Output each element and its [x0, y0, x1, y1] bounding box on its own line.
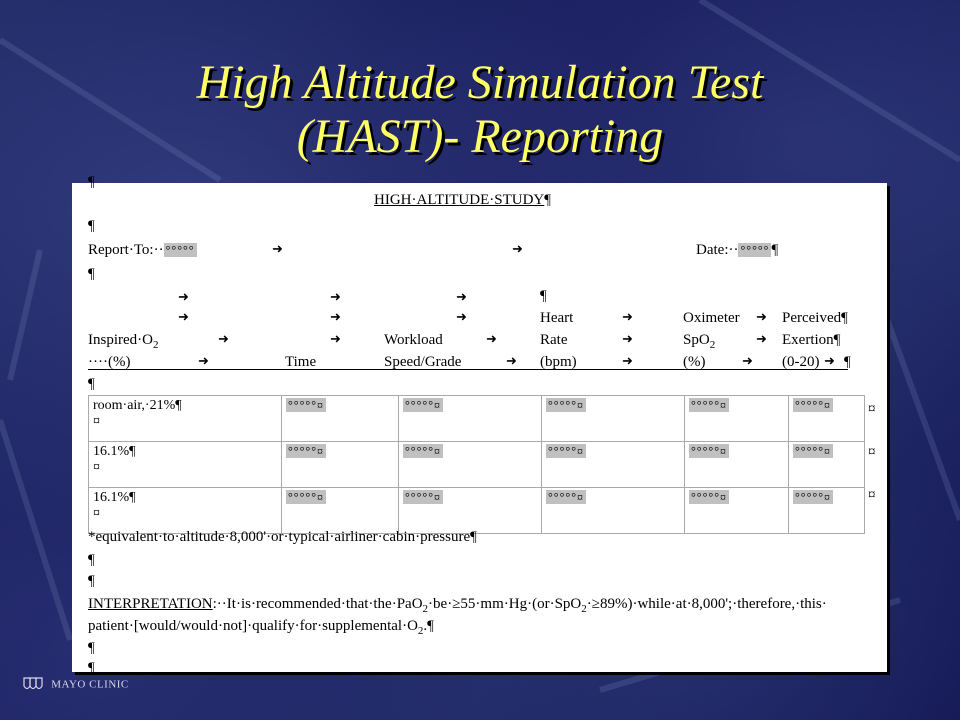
- data-cell[interactable]: [399, 396, 542, 442]
- col-oximeter-line1: Oximeter: [683, 310, 740, 326]
- col-oximeter-line3: (%): [683, 354, 706, 370]
- form-field[interactable]: °°°°°¤: [795, 398, 831, 412]
- form-field[interactable]: °°°°°¤: [691, 444, 727, 458]
- row-label: 16.1%¶: [93, 444, 136, 459]
- date-row: [696, 241, 778, 259]
- paragraph-mark: ¶: [771, 242, 779, 258]
- tab-arrow-icon: ➜: [178, 309, 189, 324]
- form-field[interactable]: °°°°°¤: [691, 398, 727, 412]
- data-cell[interactable]: [542, 488, 685, 534]
- report-document: [72, 174, 887, 676]
- footnote: *equivalent·to·altitude·8,000'·or·typical·airliner·cabin·pressure¶: [88, 529, 477, 545]
- report-to-field[interactable]: °°°°°: [165, 243, 195, 257]
- interpretation-text: ·be·≥55·mm·Hg·(or·SpO: [428, 596, 582, 612]
- report-to-label: Report·To:··: [88, 242, 164, 258]
- tab-arrow-icon: ➜: [512, 241, 523, 256]
- form-field[interactable]: °°°°°¤: [288, 444, 324, 458]
- slide-title-line1: High Altitude Simulation Test: [196, 56, 764, 109]
- tab-arrow-icon: ➜: [622, 331, 633, 346]
- form-field[interactable]: °°°°°¤: [288, 398, 324, 412]
- interpretation-text: .¶: [423, 618, 434, 634]
- col-heart-line2: Rate: [540, 332, 568, 348]
- paragraph-mark: ¶: [88, 573, 95, 589]
- data-cell[interactable]: [282, 488, 399, 534]
- tab-arrow-icon: ➜: [756, 331, 767, 346]
- form-field[interactable]: °°°°°¤: [405, 398, 441, 412]
- heading-text: HIGH·ALTITUDE·STUDY: [374, 192, 545, 208]
- table-row: [89, 488, 865, 534]
- interpretation-line1: [88, 595, 827, 618]
- data-cell[interactable]: [789, 442, 865, 488]
- report-to-row: [88, 241, 197, 259]
- form-field[interactable]: °°°°°¤: [548, 398, 584, 412]
- interpretation-line2: [88, 617, 434, 640]
- form-field[interactable]: °°°°°¤: [288, 490, 324, 504]
- subscript: 2: [417, 625, 424, 637]
- table-row: [89, 396, 865, 442]
- data-cell[interactable]: [282, 396, 399, 442]
- col-inspired-line1: [88, 331, 158, 354]
- form-field[interactable]: °°°°°¤: [795, 490, 831, 504]
- tab-arrow-icon: ➜: [756, 309, 767, 324]
- paragraph-mark: ¶: [88, 218, 95, 234]
- col-workload-line1: Workload: [384, 332, 443, 348]
- cell-mark: ¤: [93, 414, 100, 429]
- form-field[interactable]: °°°°°¤: [405, 490, 441, 504]
- interpretation-text: patient·[would/would·not]·qualify·for·supplemental·O: [88, 618, 418, 634]
- tab-arrow-icon: ➜: [742, 353, 753, 368]
- paragraph-mark: ¶: [88, 266, 95, 282]
- interpretation-label: INTERPRETATION: [88, 596, 213, 612]
- data-cell[interactable]: [789, 396, 865, 442]
- tab-arrow-icon: ➜: [456, 289, 467, 304]
- form-field[interactable]: °°°°°¤: [691, 490, 727, 504]
- col-perceived-line2: Exertion¶: [782, 332, 841, 348]
- col-inspired-text: Inspired·O: [88, 332, 153, 348]
- date-label: Date:··: [696, 242, 739, 258]
- data-cell[interactable]: [685, 488, 789, 534]
- data-cell[interactable]: [685, 442, 789, 488]
- tab-arrow-icon: ➜: [824, 353, 835, 368]
- subscript: 2: [709, 339, 716, 351]
- logo-text: MAYO CLINIC: [51, 678, 129, 691]
- row-end-mark: ¤: [868, 444, 876, 460]
- data-cell[interactable]: [399, 442, 542, 488]
- tab-arrow-icon: ➜: [330, 331, 341, 346]
- paragraph-mark: ¶: [88, 660, 95, 676]
- col-workload-line2: Speed/Grade: [384, 354, 462, 370]
- data-cell[interactable]: [399, 488, 542, 534]
- subscript: 2: [581, 603, 587, 615]
- mayo-clinic-logo: [22, 676, 129, 694]
- data-cell[interactable]: [542, 442, 685, 488]
- col-inspired-line2: ····(%): [88, 354, 131, 370]
- heading-mark: ¶: [544, 192, 552, 208]
- row-label-cell: [89, 488, 282, 534]
- paragraph-mark: ¶: [88, 640, 95, 656]
- shield-icon: [22, 676, 44, 694]
- table-row: [89, 442, 865, 488]
- col-oximeter-line2: [683, 331, 715, 354]
- tab-arrow-icon: ➜: [330, 309, 341, 324]
- row-label: room·air,·21%¶: [93, 398, 182, 413]
- cell-mark: ¤: [93, 506, 100, 521]
- data-cell[interactable]: [542, 396, 685, 442]
- paragraph-mark: ¶: [844, 354, 851, 370]
- data-cell[interactable]: [685, 396, 789, 442]
- row-end-mark: ¤: [868, 487, 876, 503]
- form-field[interactable]: °°°°°¤: [795, 444, 831, 458]
- paragraph-mark: ¶: [540, 288, 547, 304]
- tab-arrow-icon: ➜: [456, 309, 467, 324]
- tab-arrow-icon: ➜: [218, 331, 229, 346]
- interpretation-text: :··It·is·recommended·that·the·PaO: [212, 596, 423, 612]
- form-field[interactable]: °°°°°¤: [405, 444, 441, 458]
- row-label-cell: [89, 442, 282, 488]
- form-field[interactable]: °°°°°¤: [548, 444, 584, 458]
- tab-arrow-icon: ➜: [622, 353, 633, 368]
- paragraph-mark: ¶: [88, 552, 95, 568]
- date-field[interactable]: °°°°°: [740, 243, 770, 257]
- col-perceived-line3: (0-20): [782, 354, 820, 370]
- slide-title-line2: (HAST)- Reporting: [296, 110, 664, 163]
- tab-arrow-icon: ➜: [198, 353, 209, 368]
- tab-arrow-icon: ➜: [272, 241, 283, 256]
- tab-arrow-icon: ➜: [330, 289, 341, 304]
- col-heart-line1: Heart: [540, 310, 574, 326]
- paragraph-mark: ¶: [88, 174, 95, 190]
- col-perceived-line1: Perceived¶: [782, 310, 848, 326]
- cell-mark: ¤: [93, 460, 100, 475]
- tab-arrow-icon: ➜: [622, 309, 633, 324]
- col-oximeter-text: SpO: [683, 332, 710, 348]
- results-table: [88, 395, 865, 534]
- col-heart-line3: (bpm): [540, 354, 577, 370]
- data-cell[interactable]: [789, 488, 865, 534]
- subscript: 2: [152, 339, 159, 351]
- data-cell[interactable]: [282, 442, 399, 488]
- row-label-cell: [89, 396, 282, 442]
- col-time: Time: [285, 354, 317, 370]
- interpretation-text: ·≥89%)·while·at·8,000';·therefore,·this·: [586, 596, 827, 612]
- subscript: 2: [422, 603, 429, 615]
- tab-arrow-icon: ➜: [178, 289, 189, 304]
- row-end-mark: ¤: [868, 401, 876, 417]
- row-label: 16.1%¶: [93, 490, 136, 505]
- form-field[interactable]: °°°°°¤: [548, 490, 584, 504]
- header-underline: [88, 369, 848, 370]
- document-heading: [374, 191, 551, 209]
- tab-arrow-icon: ➜: [506, 353, 517, 368]
- tab-arrow-icon: ➜: [486, 331, 497, 346]
- paragraph-mark: ¶: [88, 376, 95, 392]
